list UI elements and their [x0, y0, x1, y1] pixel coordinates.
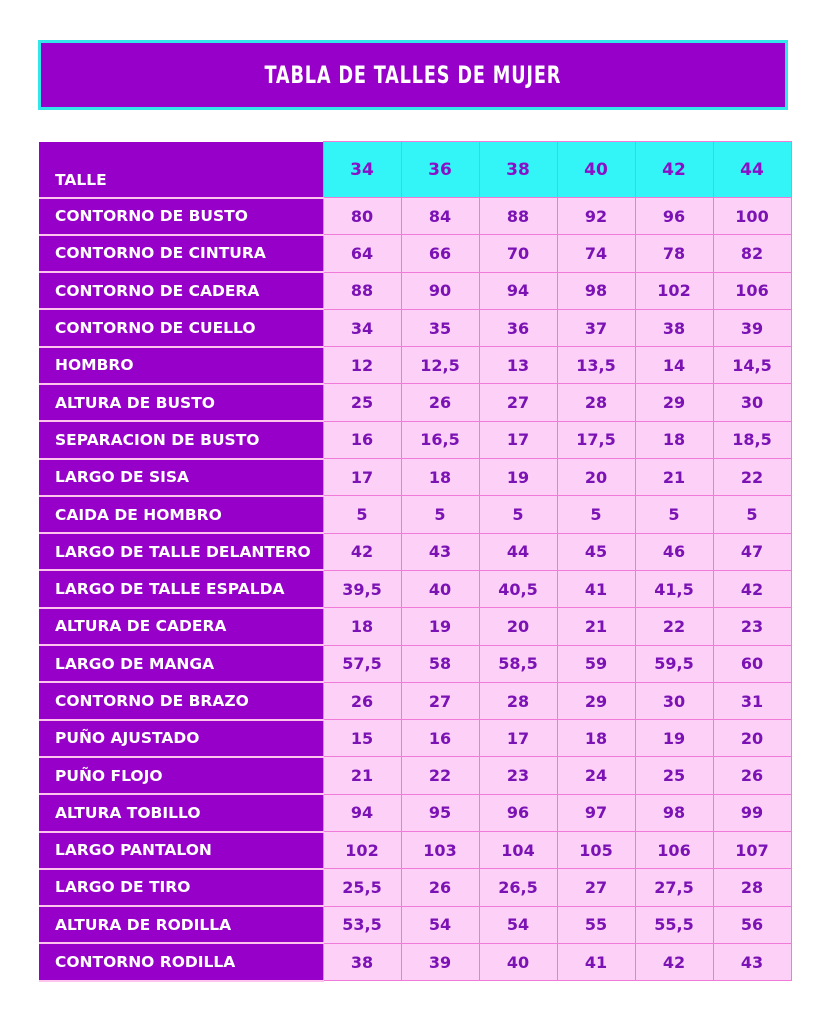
value-cell: 13,5: [557, 347, 635, 384]
value-cell: 106: [635, 832, 713, 869]
row-label: HOMBRO: [39, 347, 323, 384]
row-label: LARGO DE TALLE ESPALDA: [39, 570, 323, 607]
value-cell: 66: [401, 235, 479, 272]
value-cell: 46: [635, 533, 713, 570]
table-row: [39, 832, 791, 869]
value-cell: 17: [479, 720, 557, 757]
value-cell: 26: [401, 384, 479, 421]
size-header: 44: [713, 142, 791, 198]
value-cell: 22: [401, 757, 479, 794]
page-title: TABLA DE TALLES DE MUJER: [264, 61, 562, 89]
row-label: SEPARACION DE BUSTO: [39, 421, 323, 458]
value-cell: 22: [635, 608, 713, 645]
value-cell: 15: [323, 720, 401, 757]
table-row: [39, 906, 791, 943]
value-cell: 41: [557, 570, 635, 607]
value-cell: 17,5: [557, 421, 635, 458]
value-cell: 70: [479, 235, 557, 272]
size-header: 34: [323, 142, 401, 198]
value-cell: 14,5: [713, 347, 791, 384]
table-row: [39, 347, 791, 384]
value-cell: 40,5: [479, 570, 557, 607]
value-cell: 45: [557, 533, 635, 570]
value-cell: 102: [635, 272, 713, 309]
value-cell: 38: [635, 309, 713, 346]
value-cell: 42: [713, 570, 791, 607]
value-cell: 31: [713, 682, 791, 719]
row-label: ALTURA TOBILLO: [39, 794, 323, 831]
row-label: CONTORNO DE CUELLO: [39, 309, 323, 346]
value-cell: 5: [635, 496, 713, 533]
value-cell: 30: [713, 384, 791, 421]
value-cell: 98: [635, 794, 713, 831]
value-cell: 27: [401, 682, 479, 719]
value-cell: 94: [479, 272, 557, 309]
value-cell: 90: [401, 272, 479, 309]
row-label: CONTORNO DE CINTURA: [39, 235, 323, 272]
value-cell: 39,5: [323, 570, 401, 607]
row-label: CONTORNO DE CADERA: [39, 272, 323, 309]
value-cell: 55: [557, 906, 635, 943]
row-label: CAIDA DE HOMBRO: [39, 496, 323, 533]
value-cell: 38: [323, 943, 401, 980]
value-cell: 18: [401, 459, 479, 496]
row-label: LARGO DE MANGA: [39, 645, 323, 682]
value-cell: 58: [401, 645, 479, 682]
value-cell: 12: [323, 347, 401, 384]
value-cell: 39: [401, 943, 479, 980]
value-cell: 39: [713, 309, 791, 346]
value-cell: 35: [401, 309, 479, 346]
value-cell: 26,5: [479, 869, 557, 906]
value-cell: 99: [713, 794, 791, 831]
value-cell: 59: [557, 645, 635, 682]
value-cell: 54: [401, 906, 479, 943]
table-row: [39, 272, 791, 309]
value-cell: 55,5: [635, 906, 713, 943]
value-cell: 18: [323, 608, 401, 645]
size-header: 38: [479, 142, 557, 198]
value-cell: 42: [635, 943, 713, 980]
value-cell: 103: [401, 832, 479, 869]
row-label: LARGO DE TIRO: [39, 869, 323, 906]
size-header: 40: [557, 142, 635, 198]
value-cell: 5: [401, 496, 479, 533]
table-row: [39, 794, 791, 831]
value-cell: 96: [479, 794, 557, 831]
value-cell: 13: [479, 347, 557, 384]
value-cell: 21: [557, 608, 635, 645]
table-row: [39, 608, 791, 645]
header-label: TALLE: [39, 142, 323, 198]
value-cell: 98: [557, 272, 635, 309]
value-cell: 105: [557, 832, 635, 869]
value-cell: 26: [323, 682, 401, 719]
value-cell: 25: [323, 384, 401, 421]
table-row: [39, 421, 791, 458]
value-cell: 26: [713, 757, 791, 794]
value-cell: 25,5: [323, 869, 401, 906]
value-cell: 19: [401, 608, 479, 645]
table-row: [39, 869, 791, 906]
value-cell: 16: [401, 720, 479, 757]
value-cell: 27: [557, 869, 635, 906]
value-cell: 29: [635, 384, 713, 421]
value-cell: 28: [557, 384, 635, 421]
value-cell: 56: [713, 906, 791, 943]
value-cell: 22: [713, 459, 791, 496]
value-cell: 96: [635, 198, 713, 235]
row-label: CONTORNO DE BUSTO: [39, 198, 323, 235]
value-cell: 100: [713, 198, 791, 235]
value-cell: 58,5: [479, 645, 557, 682]
value-cell: 20: [557, 459, 635, 496]
value-cell: 21: [635, 459, 713, 496]
value-cell: 12,5: [401, 347, 479, 384]
value-cell: 28: [713, 869, 791, 906]
value-cell: 104: [479, 832, 557, 869]
size-table: [39, 141, 792, 982]
value-cell: 19: [479, 459, 557, 496]
value-cell: 28: [479, 682, 557, 719]
value-cell: 34: [323, 309, 401, 346]
value-cell: 74: [557, 235, 635, 272]
value-cell: 54: [479, 906, 557, 943]
header-row: [39, 142, 791, 198]
value-cell: 64: [323, 235, 401, 272]
value-cell: 18,5: [713, 421, 791, 458]
value-cell: 82: [713, 235, 791, 272]
table-row: [39, 496, 791, 533]
value-cell: 42: [323, 533, 401, 570]
row-label: ALTURA DE BUSTO: [39, 384, 323, 421]
row-label: ALTURA DE CADERA: [39, 608, 323, 645]
value-cell: 41,5: [635, 570, 713, 607]
value-cell: 19: [635, 720, 713, 757]
table-body: [39, 198, 791, 981]
value-cell: 18: [635, 421, 713, 458]
table-row: [39, 757, 791, 794]
value-cell: 17: [479, 421, 557, 458]
value-cell: 37: [557, 309, 635, 346]
value-cell: 40: [479, 943, 557, 980]
table-row: [39, 384, 791, 421]
row-label: PUÑO FLOJO: [39, 757, 323, 794]
table-row: [39, 235, 791, 272]
value-cell: 20: [479, 608, 557, 645]
value-cell: 40: [401, 570, 479, 607]
table-row: [39, 198, 791, 235]
value-cell: 27,5: [635, 869, 713, 906]
value-cell: 88: [323, 272, 401, 309]
value-cell: 95: [401, 794, 479, 831]
value-cell: 5: [557, 496, 635, 533]
value-cell: 106: [713, 272, 791, 309]
value-cell: 43: [401, 533, 479, 570]
value-cell: 88: [479, 198, 557, 235]
value-cell: 20: [713, 720, 791, 757]
value-cell: 23: [479, 757, 557, 794]
table-row: [39, 459, 791, 496]
value-cell: 5: [323, 496, 401, 533]
value-cell: 80: [323, 198, 401, 235]
value-cell: 36: [479, 309, 557, 346]
value-cell: 53,5: [323, 906, 401, 943]
value-cell: 27: [479, 384, 557, 421]
row-label: PUÑO AJUSTADO: [39, 720, 323, 757]
title-banner: [38, 40, 788, 110]
value-cell: 41: [557, 943, 635, 980]
row-label: ALTURA DE RODILLA: [39, 906, 323, 943]
row-label: LARGO DE SISA: [39, 459, 323, 496]
value-cell: 16,5: [401, 421, 479, 458]
value-cell: 5: [713, 496, 791, 533]
size-header: 36: [401, 142, 479, 198]
value-cell: 43: [713, 943, 791, 980]
value-cell: 44: [479, 533, 557, 570]
table-row: [39, 682, 791, 719]
value-cell: 78: [635, 235, 713, 272]
table-row: [39, 309, 791, 346]
value-cell: 30: [635, 682, 713, 719]
value-cell: 14: [635, 347, 713, 384]
value-cell: 92: [557, 198, 635, 235]
value-cell: 94: [323, 794, 401, 831]
value-cell: 102: [323, 832, 401, 869]
value-cell: 16: [323, 421, 401, 458]
value-cell: 57,5: [323, 645, 401, 682]
value-cell: 97: [557, 794, 635, 831]
row-label: CONTORNO DE BRAZO: [39, 682, 323, 719]
row-label: LARGO PANTALON: [39, 832, 323, 869]
table-row: [39, 645, 791, 682]
row-label: CONTORNO RODILLA: [39, 943, 323, 980]
value-cell: 29: [557, 682, 635, 719]
table-row: [39, 943, 791, 980]
value-cell: 84: [401, 198, 479, 235]
value-cell: 26: [401, 869, 479, 906]
value-cell: 60: [713, 645, 791, 682]
size-header: 42: [635, 142, 713, 198]
table-row: [39, 533, 791, 570]
value-cell: 23: [713, 608, 791, 645]
row-label: LARGO DE TALLE DELANTERO: [39, 533, 323, 570]
value-cell: 18: [557, 720, 635, 757]
value-cell: 107: [713, 832, 791, 869]
value-cell: 17: [323, 459, 401, 496]
value-cell: 59,5: [635, 645, 713, 682]
value-cell: 25: [635, 757, 713, 794]
value-cell: 21: [323, 757, 401, 794]
table-row: [39, 720, 791, 757]
table-row: [39, 570, 791, 607]
value-cell: 47: [713, 533, 791, 570]
value-cell: 24: [557, 757, 635, 794]
value-cell: 5: [479, 496, 557, 533]
